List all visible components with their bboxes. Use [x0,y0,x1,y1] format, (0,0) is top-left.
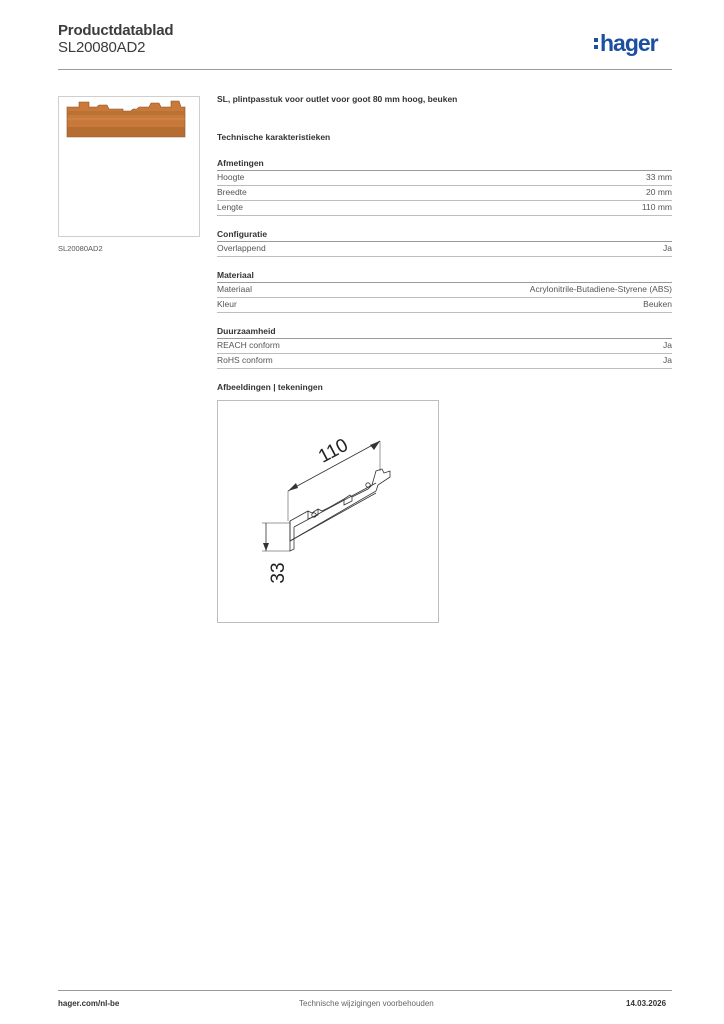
footer-divider [58,990,672,991]
product-description: SL, plintpasstuk voor outlet voor goot 80 mm hoog, beuken [217,94,458,104]
spec-row [217,354,672,369]
spec-value: Ja [663,243,672,253]
spec-row [217,201,672,216]
group-title: Afmetingen [217,158,672,171]
spec-label: Materiaal [217,284,252,294]
spec-row [217,283,672,298]
hager-logo [594,30,658,56]
spec-label: Breedte [217,187,247,197]
spec-label: Overlappend [217,243,266,253]
spec-value: Ja [663,340,672,350]
spec-label: Lengte [217,202,243,212]
arrow-head [370,441,380,450]
article-number: SL20080AD2 [58,39,146,56]
spec-group-afmetingen [217,158,672,216]
logo-dots-icon [594,38,598,49]
header-divider [58,69,672,70]
product-photo-image [59,97,199,236]
arrow-head [288,483,298,491]
spec-content [217,94,672,382]
spec-value: Ja [663,355,672,365]
spec-value: Acrylonitrile-Butadiene-Styrene (ABS) [529,284,672,294]
photo-caption: SL20080AD2 [58,244,103,253]
length-dimension-label: 110 [315,434,352,468]
logo-text: hager [600,29,658,56]
technical-drawing-svg [218,401,438,622]
page-title: Productdatablad [58,22,174,39]
spec-group-configuratie [217,229,672,257]
spec-value: 33 mm [646,172,672,182]
spec-row [217,298,672,313]
footer-notice: Technische wijzigingen voorbehouden [299,999,434,1008]
footer-date: 14.03.2026 [626,999,667,1008]
arrow-head [263,543,269,551]
drawings-title: Afbeeldingen | tekeningen [217,382,323,392]
spec-value: 20 mm [646,187,672,197]
spec-group-duurzaamheid [217,326,672,369]
spec-value: Beuken [643,299,672,309]
technical-drawing [217,400,439,623]
spec-row [217,339,672,354]
group-title: Duurzaamheid [217,326,672,339]
height-dimension-label: 33 [268,562,289,584]
spec-label: REACH conform [217,340,280,350]
group-title: Materiaal [217,270,672,283]
spec-label: Kleur [217,299,237,309]
footer-website: hager.com/nl-be [58,999,120,1008]
spec-row [217,186,672,201]
product-photo [58,96,200,237]
group-title: Configuratie [217,229,672,242]
spec-label: RoHS conform [217,355,273,365]
spec-row [217,171,672,186]
spec-label: Hoogte [217,172,245,182]
spec-row [217,242,672,257]
spec-value: 110 mm [641,202,672,212]
spec-group-materiaal [217,270,672,313]
tech-characteristics-title: Technische karakteristieken [217,132,331,142]
